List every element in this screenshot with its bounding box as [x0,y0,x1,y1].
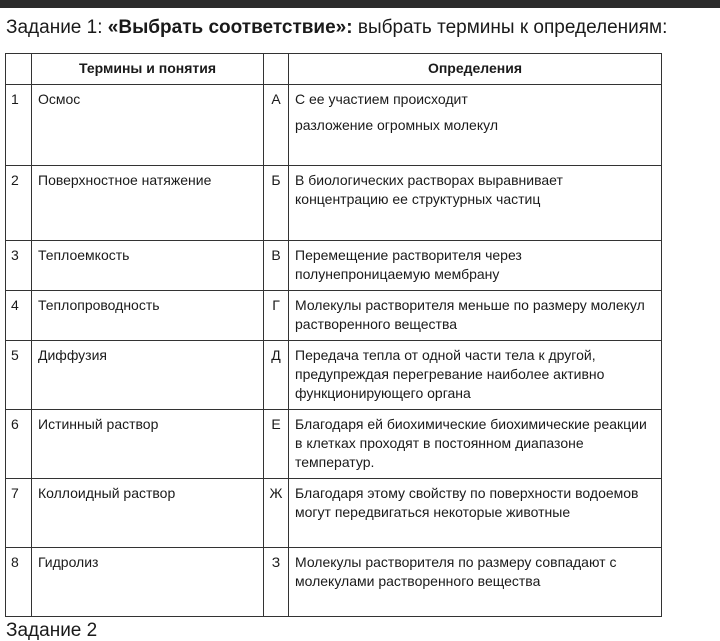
definition-cell: Передача тепла от одной части тела к другой, предупреждая перегревание наиболее активно функционирующего органа [289,341,662,410]
table-row [6,166,662,241]
task-1-heading [6,15,716,41]
term-cell: Осмос [32,85,264,166]
row-number: 1 [6,85,32,166]
row-number: 8 [6,548,32,617]
term-cell: Поверхностное натяжение [32,166,264,241]
row-number: 6 [6,410,32,479]
letter-cell: А [264,85,289,166]
table-row [6,291,662,341]
task-1-title: «Выбрать соответствие»: [107,17,353,38]
term-cell: Диффузия [32,341,264,410]
table-row [6,548,662,617]
top-dark-bar [0,0,720,8]
term-cell: Коллоидный раствор [32,479,264,548]
row-number: 2 [6,166,32,241]
matching-table [5,53,662,617]
term-cell: Теплоемкость [32,241,264,291]
header-definitions: Определения [289,54,662,85]
term-cell: Истинный раствор [32,410,264,479]
table-row [6,410,662,479]
table-row [6,241,662,291]
letter-cell: В [264,241,289,291]
definition-cell: Перемещение растворителя через полунепроницаемую мембрану [289,241,662,291]
header-number [6,54,32,85]
letter-cell: Д [264,341,289,410]
letter-cell: З [264,548,289,617]
definition-cell: Благодаря этому свойству по поверхности водоемов могут передвигаться некоторые животные [289,479,662,548]
definition-cell: Молекулы растворителя меньше по размеру молекул растворенного вещества [289,291,662,341]
term-cell: Гидролиз [32,548,264,617]
table-row [6,341,662,410]
task-1-description: выбрать термины к определениям: [357,17,668,38]
row-number: 4 [6,291,32,341]
definition-cell [289,85,662,166]
definition-line-2: разложение огромных молекул [295,117,498,133]
row-number: 5 [6,341,32,410]
letter-cell: Ж [264,479,289,548]
definition-cell: Молекулы растворителя по размеру совпадают с молекулами растворенного вещества [289,548,662,617]
letter-cell: Е [264,410,289,479]
letter-cell: Б [264,166,289,241]
definition-cell: Благодаря ей биохимические биохимические реакции в клетках проходят в постоянном диапазоне температур. [289,410,662,479]
definition-cell: В биологических растворах выравнивает концентрацию ее структурных частиц [289,166,662,241]
header-terms: Термины и понятия [32,54,264,85]
next-task-heading-cut [6,620,98,641]
definition-line-1: С ее участием происходит [295,91,468,107]
task-1-prefix: Задание 1: [6,17,103,38]
row-number: 3 [6,241,32,291]
letter-cell: Г [264,291,289,341]
table-row [6,479,662,548]
row-number: 7 [6,479,32,548]
term-cell: Теплопроводность [32,291,264,341]
table-row [6,85,662,166]
table-header-row [6,54,662,85]
next-task-label: Задание 2 [6,620,98,641]
header-letter [264,54,289,85]
